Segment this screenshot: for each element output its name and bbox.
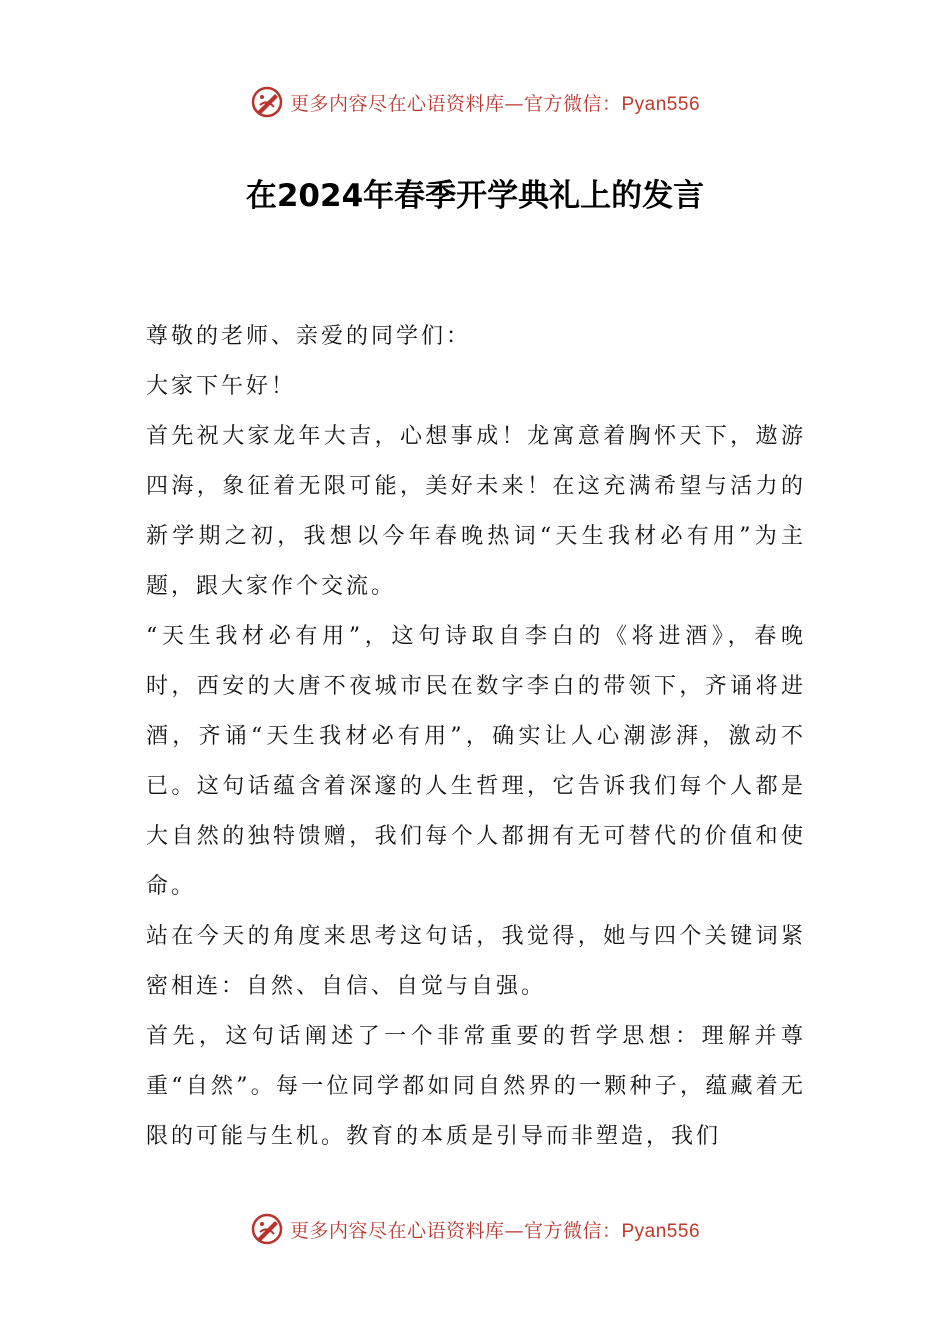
- paragraph: 首先，这句话阐述了一个非常重要的哲学思想：理解并尊重“自然”。每一位同学都如同自然界的一颗种子，蕴藏着无限的可能与生机。教育的本质是引导而非塑造，我们: [146, 1024, 806, 1149]
- pen-logo-icon: [250, 1212, 284, 1246]
- wechat-id: Pyan556: [621, 1220, 701, 1242]
- watermark-text: 更多内容尽在心语资料库—官方微信：Pyan556: [289, 1219, 701, 1242]
- wechat-id: Pyan556: [621, 93, 701, 115]
- document-title: 在2024年春季开学典礼上的发言: [245, 178, 705, 214]
- greeting: 大家下午好！: [146, 374, 297, 399]
- salutation: 尊敬的老师、亲爱的同学们：: [146, 324, 472, 349]
- paragraph: 首先祝大家龙年大吉，心想事成！龙寓意着胸怀天下，遨游四海，象征着无限可能，美好未来！在这充满希望与活力的新学期之初，我想以今年春晚热词“天生我材必有用”为主题，跟大家作个交流。: [146, 424, 806, 599]
- watermark-text: 更多内容尽在心语资料库—官方微信：Pyan556: [289, 92, 701, 115]
- paragraph: 站在今天的角度来思考这句话，我觉得，她与四个关键词紧密相连：自然、自信、自觉与自强。: [146, 924, 806, 999]
- document-body: [146, 312, 806, 1162]
- footer-watermark: [0, 1207, 950, 1251]
- pen-logo-icon: [250, 85, 284, 119]
- paragraph: “天生我材必有用”，这句诗取自李白的《将进酒》，春晚时，西安的大唐不夜城市民在数字李白的带领下，齐诵将进酒，齐诵“天生我材必有用”，确实让人心潮澎湃，激动不已。这句话蕴含着深邃的人生哲理，它告诉我们每个人都是大自然的独特馈赠，我们每个人都拥有无可替代的价值和使命。: [146, 624, 806, 899]
- header-watermark: [0, 80, 950, 124]
